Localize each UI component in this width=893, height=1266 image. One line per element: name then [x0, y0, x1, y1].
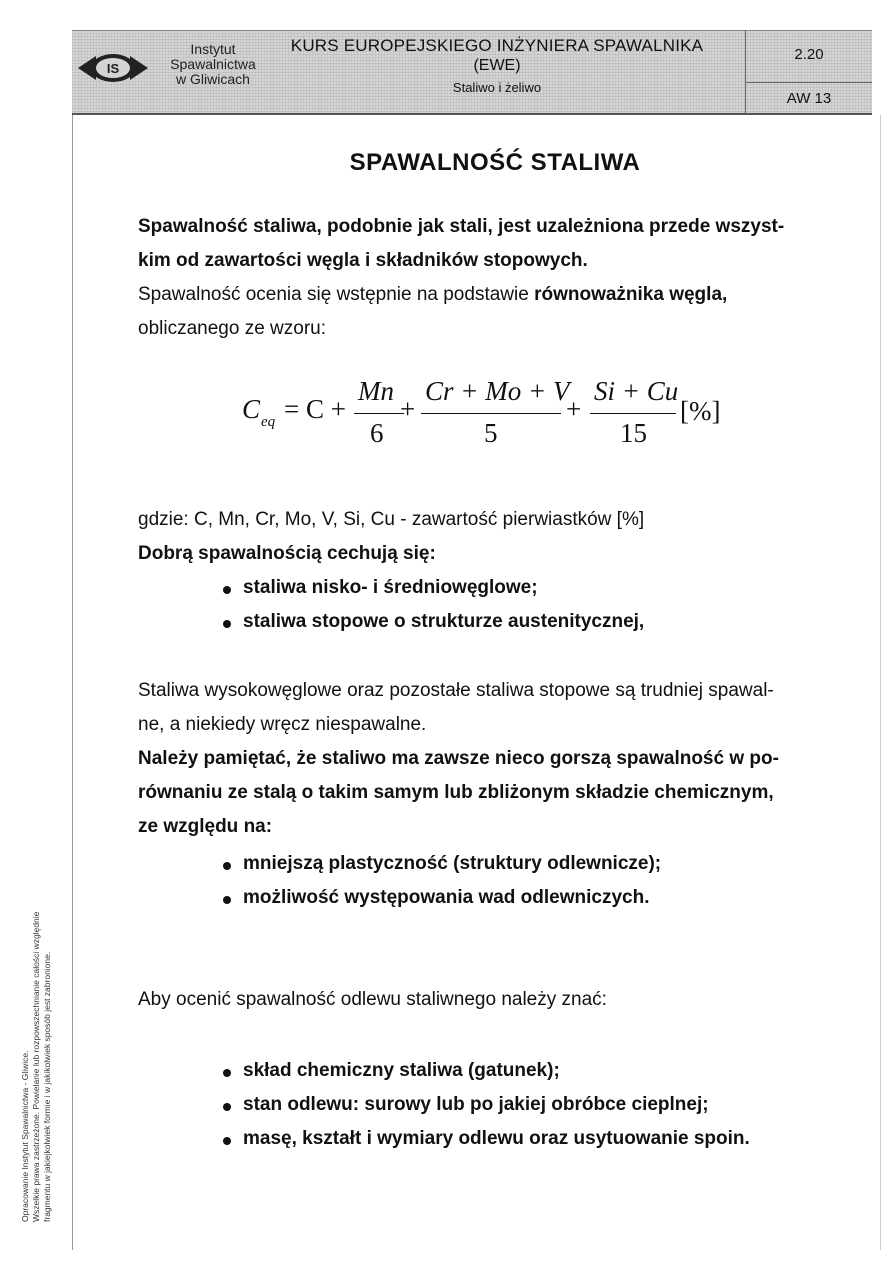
- code-box: [745, 30, 872, 115]
- intro-line: obliczanego ze wzoru:: [138, 318, 326, 339]
- course-abbrev: (EWE): [473, 57, 521, 74]
- good-weldability-list: [223, 571, 644, 639]
- side-note-line: Wszelkie prawa zastrzeżone. Powielanie lub rozpowszechnianie całości względnie: [31, 911, 41, 1222]
- hard-weldability-line: Staliwa wysokowęglowe oraz pozostałe staliwa stopowe są trudniej spawal-: [138, 680, 774, 701]
- institute-line: Spawalnictwa: [170, 56, 256, 72]
- institute-line: Instytut: [190, 41, 236, 57]
- side-note-line: fragmentu w jakiejkolwiek formie i w jakikolwiek sposób jest zabronione.: [42, 951, 52, 1222]
- intro-line: [138, 278, 850, 312]
- list-item: staliwa stopowe o strukturze austenitycznej,: [223, 605, 644, 639]
- course-title: KURS EUROPEJSKIEGO INŻYNIERA SPAWALNIKA: [290, 36, 704, 55]
- list-item: stan odlewu: surowy lub po jakiej obróbce cieplnej;: [223, 1088, 750, 1122]
- carbon-equivalent-formula: [238, 376, 738, 456]
- fraction-2-bar: [421, 413, 561, 414]
- list-item: skład chemiczny staliwa (gatunek);: [223, 1054, 750, 1088]
- fraction-1-bar: [354, 413, 404, 414]
- hard-weldability-line: ne, a niekiedy wręcz niespawalne.: [138, 714, 427, 735]
- formula-plus: +: [566, 394, 582, 424]
- intro-bold-line: kim od zawartości węgla i składników stopowych.: [138, 250, 588, 271]
- course-block: [277, 36, 717, 98]
- side-note-line: Opracowanie Instytut Spawalnictwa - Gliwice.: [20, 1050, 30, 1222]
- fraction-3-denominator: 15: [620, 418, 647, 448]
- logo-letters: IS: [106, 61, 120, 76]
- remember-line: równaniu ze stalą o takim samym lub zbliżonym składzie chemicznym,: [138, 782, 774, 803]
- assess-intro: Aby ocenić spawalność odlewu staliwnego należy znać:: [138, 989, 607, 1010]
- fraction-3-bar: [590, 413, 676, 414]
- institute-name: [158, 42, 268, 87]
- document-header: [72, 30, 872, 115]
- fraction-2-denominator: 5: [484, 418, 498, 448]
- institute-line: w Gliwicach: [176, 71, 250, 87]
- remember-line: ze względu na:: [138, 816, 273, 837]
- fraction-1-numerator: Mn: [358, 376, 394, 406]
- code-separator: [746, 82, 872, 83]
- list-item: masę, kształt i wymiary odlewu oraz usytuowanie spoin.: [223, 1122, 750, 1156]
- formula-equals: = C +: [284, 394, 346, 424]
- good-weldability-heading: Dobrą spawalnością cechują się:: [138, 543, 436, 564]
- fraction-1-denominator: 6: [370, 418, 384, 448]
- formula-plus: +: [400, 394, 416, 424]
- course-subtitle: Staliwo i żeliwo: [452, 80, 542, 95]
- list-item: staliwa nisko- i średniowęglowe;: [223, 571, 644, 605]
- formula-unit: [%]: [680, 396, 721, 426]
- intro-normal-text: Spawalność ocenia się wstępnie na podstawie: [138, 284, 535, 305]
- header-bottom-rule: [72, 113, 872, 115]
- intro-bold-term: równoważnika węgla,: [534, 284, 728, 305]
- formula-lhs-subscript: eq: [261, 414, 276, 430]
- list-item: możliwość występowania wad odlewniczych.: [223, 881, 661, 915]
- intro-bold-line: Spawalność staliwa, podobnie jak stali, jest uzależniona przede wszyst-: [138, 216, 785, 237]
- remember-list: [223, 847, 661, 915]
- list-item: mniejszą plastyczność (struktury odlewnicze);: [223, 847, 661, 881]
- sheet-code: AW 13: [786, 90, 832, 107]
- page-title: SPAWALNOŚĆ STALIWA: [349, 149, 641, 176]
- left-margin-rule: [72, 115, 73, 1250]
- formula-lhs: C: [242, 394, 261, 424]
- right-margin-rule: [880, 115, 881, 1250]
- formula-legend: gdzie: C, Mn, Cr, Mo, V, Si, Cu - zawartość pierwiastków [%]: [138, 509, 645, 530]
- copyright-side-note: [20, 882, 53, 1222]
- fraction-3-numerator: Si + Cu: [594, 376, 679, 406]
- page-code: 2.20: [794, 46, 824, 63]
- remember-line: Należy pamiętać, że staliwo ma zawsze nieco gorszą spawalność w po-: [138, 748, 779, 769]
- assess-list: [223, 1054, 750, 1156]
- fraction-2-numerator: Cr + Mo + V: [425, 376, 570, 406]
- institute-logo-icon: [76, 48, 150, 88]
